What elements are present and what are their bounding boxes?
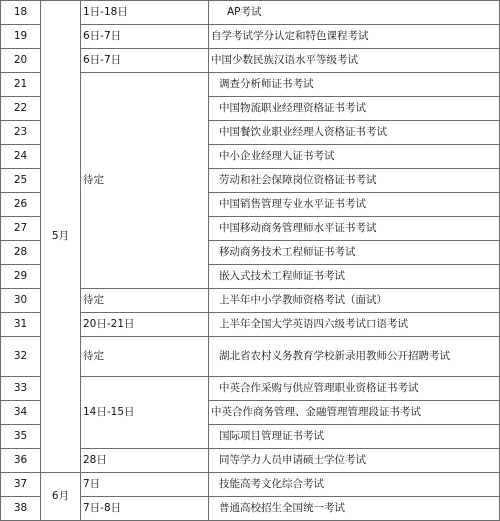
row-number: 36 <box>1 449 41 473</box>
row-number: 38 <box>1 497 41 521</box>
exam-name: 嵌入式技术工程师证书考试 <box>209 265 500 289</box>
exam-name: 劳动和社会保障岗位资格证书考试 <box>209 169 500 193</box>
exam-name: 上半年中小学教师资格考试（面试） <box>209 289 500 313</box>
exam-name: 技能高考文化综合考试 <box>209 473 500 497</box>
exam-name: 自学考试学分认定和特色课程考试 <box>209 25 500 49</box>
date-cell: 6日-7日 <box>81 49 209 73</box>
row-number: 23 <box>1 121 41 145</box>
exam-name: 中国少数民族汉语水平等级考试 <box>209 49 500 73</box>
exam-name: 中英合作采购与供应管理职业资格证书考试 <box>209 377 500 401</box>
exam-name: 中国移动商务管理师水平证书考试 <box>209 217 500 241</box>
date-cell: 待定 <box>81 289 209 313</box>
row-number: 33 <box>1 377 41 401</box>
row-number: 32 <box>1 337 41 377</box>
row-number: 29 <box>1 265 41 289</box>
row-number: 37 <box>1 473 41 497</box>
exam-name: 中国餐饮业职业经理人资格证书考试 <box>209 121 500 145</box>
row-number: 26 <box>1 193 41 217</box>
month-cell-june: 6月 <box>41 473 81 521</box>
row-number: 31 <box>1 313 41 337</box>
date-cell-merged: 14日-15日 <box>81 377 209 449</box>
row-number: 20 <box>1 49 41 73</box>
exam-name: 同等学力人员申请硕士学位考试 <box>209 449 500 473</box>
exam-name: 中国销售管理专业水平证书考试 <box>209 193 500 217</box>
exam-name: 中国物流职业经理资格证书考试 <box>209 97 500 121</box>
row-number: 22 <box>1 97 41 121</box>
row-number: 21 <box>1 73 41 97</box>
exam-name: 国际项目管理证书考试 <box>209 425 500 449</box>
date-cell: 1日-18日 <box>81 1 209 25</box>
exam-name: 湖北省农村义务教育学校新录用教师公开招聘考试 <box>209 337 500 377</box>
table-row <box>1 473 500 497</box>
row-number: 25 <box>1 169 41 193</box>
row-number: 30 <box>1 289 41 313</box>
exam-name: 调查分析师证书考试 <box>209 73 500 97</box>
date-cell: 6日-7日 <box>81 25 209 49</box>
row-number: 35 <box>1 425 41 449</box>
row-number: 27 <box>1 217 41 241</box>
exam-name: AP考试 <box>209 1 500 25</box>
table-row <box>1 1 500 25</box>
exam-name: 中英合作商务管理、金融管理管理段证书考试 <box>209 401 500 425</box>
exam-name: 移动商务技术工程师证书考试 <box>209 241 500 265</box>
exam-name: 中小企业经理人证书考试 <box>209 145 500 169</box>
exam-name: 上半年全国大学英语四六级考试口语考试 <box>209 313 500 337</box>
date-cell: 7日 <box>81 473 209 497</box>
date-cell-pending: 待定 <box>81 73 209 289</box>
date-cell: 7日-8日 <box>81 497 209 521</box>
row-number: 19 <box>1 25 41 49</box>
date-cell: 28日 <box>81 449 209 473</box>
row-number: 24 <box>1 145 41 169</box>
date-cell: 20日-21日 <box>81 313 209 337</box>
month-cell-may: 5月 <box>41 1 81 473</box>
date-cell: 待定 <box>81 337 209 377</box>
row-number: 18 <box>1 1 41 25</box>
row-number: 34 <box>1 401 41 425</box>
exam-name: 普通高校招生全国统一考试 <box>209 497 500 521</box>
row-number: 28 <box>1 241 41 265</box>
